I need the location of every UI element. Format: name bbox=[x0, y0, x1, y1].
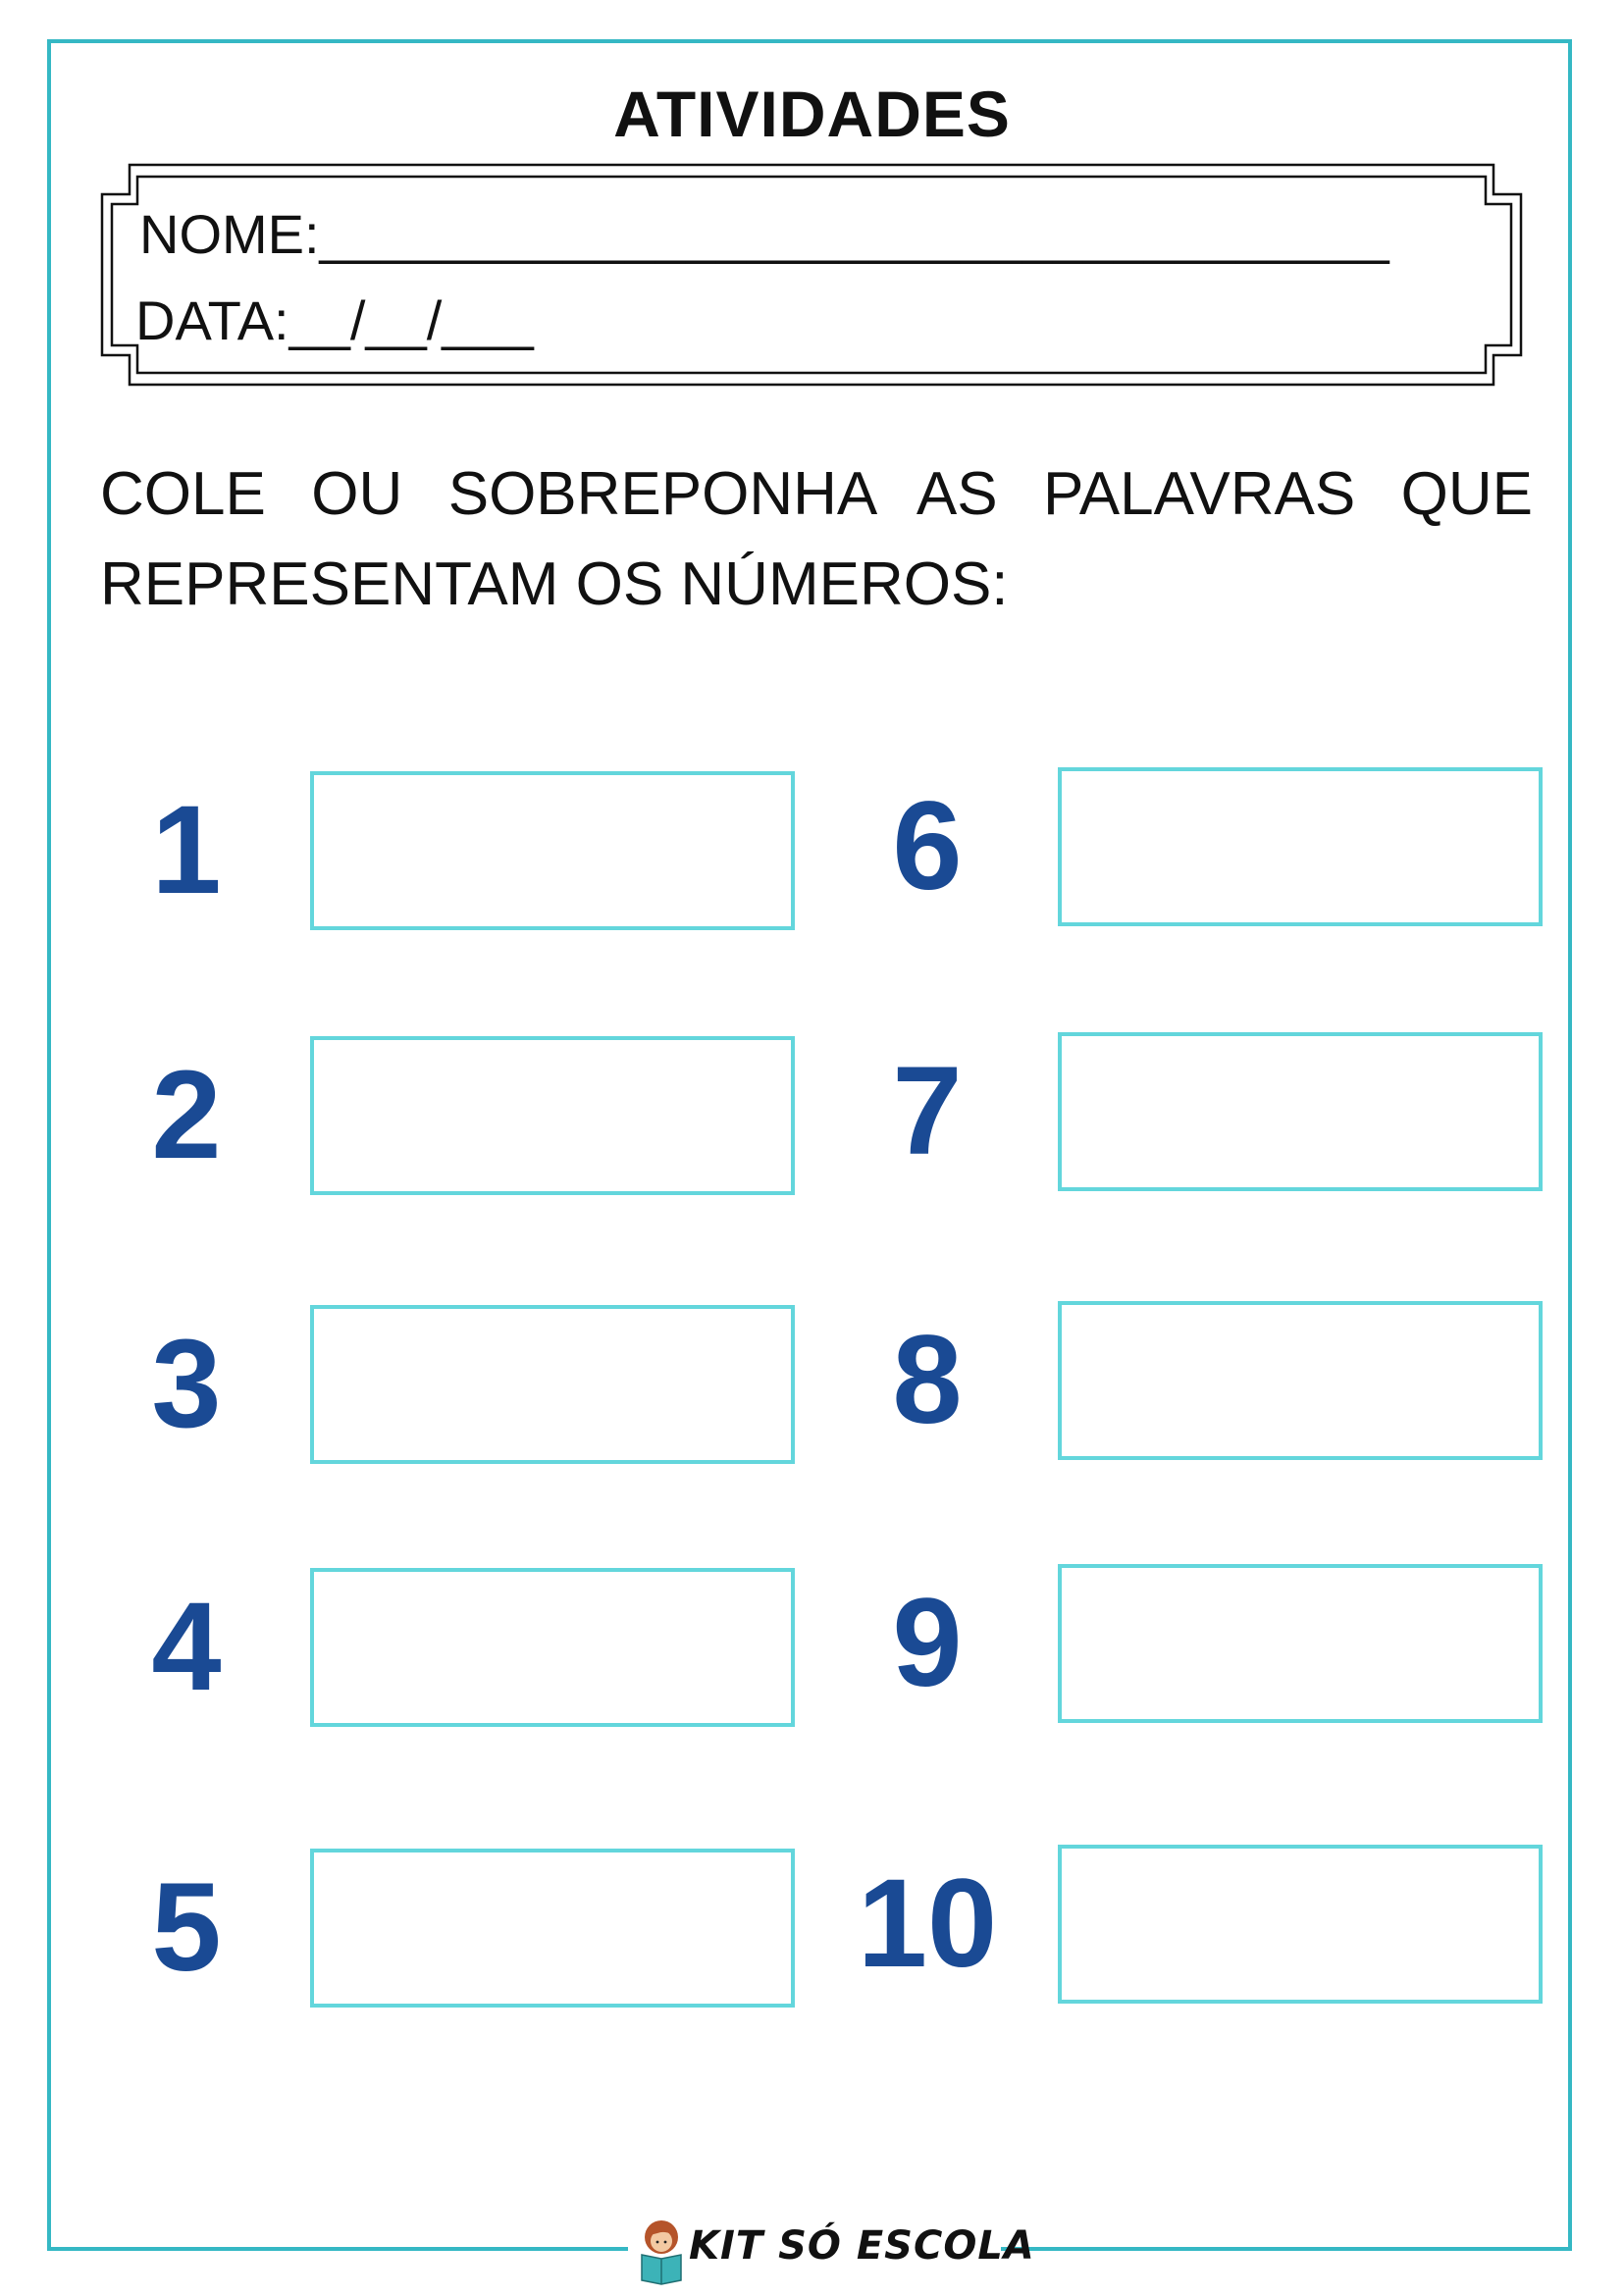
number-label: 5 bbox=[151, 1857, 222, 1998]
number-item-5 bbox=[128, 1845, 814, 2011]
date-field[interactable]: DATA:__/__/___ bbox=[135, 289, 534, 351]
answer-box[interactable] bbox=[1058, 1301, 1543, 1460]
answer-box[interactable] bbox=[310, 1036, 795, 1195]
brand-logo bbox=[628, 2210, 1035, 2294]
number-label: 7 bbox=[892, 1041, 963, 1181]
number-label: 10 bbox=[857, 1853, 998, 1994]
number-label: 9 bbox=[892, 1573, 963, 1713]
number-item-8 bbox=[854, 1297, 1560, 1464]
number-label: 4 bbox=[151, 1577, 222, 1717]
number-label: 1 bbox=[151, 780, 222, 920]
number-item-4 bbox=[128, 1564, 814, 1731]
page-title: ATIVIDADES bbox=[613, 78, 1011, 150]
instruction-text: COLE OU SOBREPONHA AS PALAVRAS QUE REPRESENTAM OS NÚMEROS: bbox=[100, 460, 1533, 618]
answer-box[interactable] bbox=[1058, 767, 1543, 926]
answer-box[interactable] bbox=[1058, 1845, 1543, 2004]
answer-box[interactable] bbox=[310, 1849, 795, 2008]
number-item-6 bbox=[854, 763, 1560, 930]
girl-reading-book-icon bbox=[636, 2218, 687, 2286]
number-item-2 bbox=[128, 1032, 814, 1199]
number-item-3 bbox=[128, 1301, 814, 1468]
number-item-7 bbox=[854, 1028, 1560, 1195]
answer-box[interactable] bbox=[310, 1568, 795, 1727]
number-item-1 bbox=[128, 767, 814, 934]
number-label: 8 bbox=[892, 1310, 963, 1450]
brand-name: KIT SÓ ESCOLA bbox=[689, 2223, 1035, 2269]
number-item-9 bbox=[854, 1560, 1560, 1727]
ornate-frame-icon bbox=[94, 163, 1529, 387]
answer-box[interactable] bbox=[310, 1305, 795, 1464]
answer-box[interactable] bbox=[310, 771, 795, 930]
name-field[interactable]: NOME:___________________________________ bbox=[139, 203, 1389, 265]
answer-box[interactable] bbox=[1058, 1032, 1543, 1191]
name-date-frame bbox=[94, 163, 1529, 387]
answer-box[interactable] bbox=[1058, 1564, 1543, 1723]
number-label: 2 bbox=[151, 1045, 222, 1185]
number-item-10 bbox=[854, 1841, 1560, 2008]
number-label: 3 bbox=[151, 1314, 222, 1454]
number-label: 6 bbox=[892, 776, 963, 916]
